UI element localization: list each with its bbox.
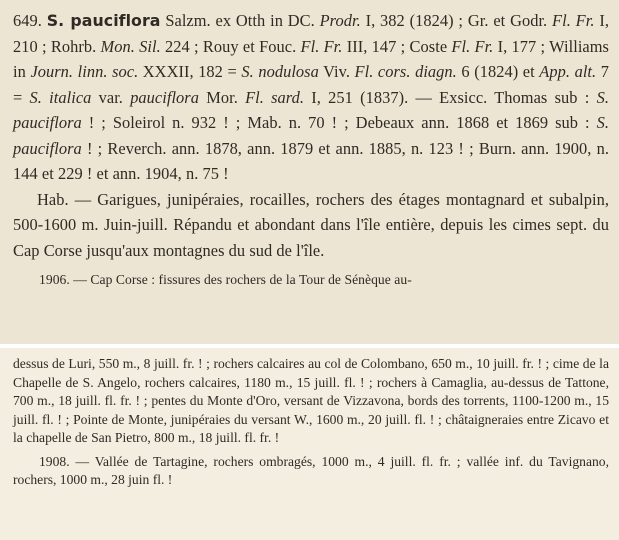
- observation-1908: 1908. — Vallée de Tartagine, rochers ombragés, 1000 m., 4 juill. fl. fr. ; vallée inf. du Tavignano, rochers, 1000 m., 28 juin fl. !: [13, 453, 609, 487]
- exsiccata-name: S. pauciflora: [13, 87, 609, 132]
- synonym-nodulosa: S. nodulosa: [241, 62, 319, 81]
- observation-1906-continued: dessus de Luri, 550 m., 8 juill. fr. ! ; rochers calcaires au col de Colombano, 650 m., 10 juill. fr. ! ; cime de la Chapelle de S. Angelo, rochers calcaires, 1180 m., 15 juill. fl. ! ; rochers à Camaglia, au-dessus de Tattone, 700 m., 18 juill. fl. fr. ! ; pentes du Monte d'Oro, versant de Vizzavona, bords des torrents, 1100-1200 m., 15 juill. fl. ! ; Pointe de Monte, junipéraies du versant W., 1600 m., 20 juill. fl. ! ; châtaigneraies entre Zicavo et la chapelle de San Pietro, 800 m., 18 juill. fl. fr. !: [13, 356, 609, 445]
- exsiccata-name: S. pauciflora: [13, 113, 609, 158]
- synonym-italica: S. italica: [29, 87, 92, 107]
- habitat-paragraph: Hab. — Garigues, junipéraies, rocailles, rochers des étages montagnard et subalpin, 500-1600 m. Juin-juill. Répandu et abondant dans l'île entière, depuis les cimes sept. du Cap Corse jusqu'aux montagnes du sud de l'île.: [13, 189, 609, 260]
- species-entry: 649. S. pauciflora Salzm. ex Otth in DC. Prodr. I, 382 (1824) ; Gr. et Godr. Fl. Fr. I, 210 ; Rohrb. Mon. Sil. 224 ; Rouy et Fouc. Fl. Fr. III, 147 ; Coste Fl. Fr. I, 177 ; Williams in Journ. linn. soc. XXXII, 182 = S. nodulosa Viv. Fl. cors. diagn. 6 (1824) et App. alt. 7 = S. italica var. pauciflora Mor. Fl. sard. I, 251 (1837). — Exsicc. Thomas sub : S. pauciflora ! ; Soleirol n. 932 ! ; Mab. n. 70 ! ; Debeaux ann. 1868 et 1869 sub : S. pauciflora ! ; Reverch. ann. 1878, ann. 1879 et ann. 1885, n. 123 ! ; Burn. ann. 1900, n. 144 et 229 ! et ann. 1904, n. 75 !: [13, 11, 609, 183]
- species-name: S. pauciflora: [46, 11, 161, 30]
- entry-number: 649.: [13, 11, 42, 30]
- lower-page-section: [0, 348, 619, 540]
- observation-1906-first-line: 1906. — Cap Corse : fissures des rochers de la Tour de Sénèque au-: [39, 272, 412, 287]
